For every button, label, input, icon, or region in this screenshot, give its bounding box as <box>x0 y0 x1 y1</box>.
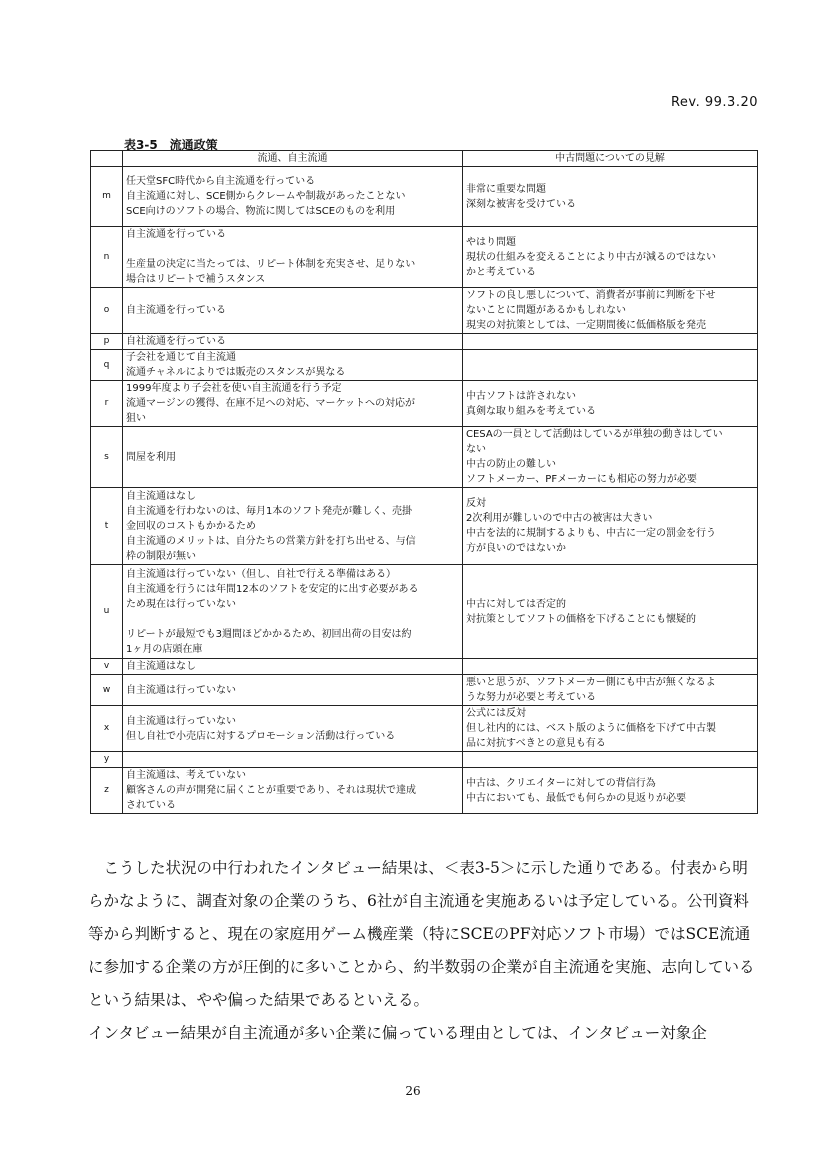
cell-line: 自主流通は行っていない <box>126 684 236 696</box>
table-row <box>91 565 758 659</box>
cell-line: 自主流通は行っていない <box>126 715 236 727</box>
row-id: x <box>91 706 123 752</box>
page-number: 26 <box>405 1084 421 1098</box>
cell-line: 中古においても、最低でも何らかの見返りが必要 <box>466 792 686 804</box>
cell-line: 自主流通のメリットは、自分たちの営業方針を打ち出せる、与信 <box>126 535 416 547</box>
table-row <box>91 381 758 427</box>
table-row <box>91 752 758 768</box>
cell-line: 自主流通を行っている <box>126 305 226 316</box>
cell-line: 但し自社で小売店に対するプロモーション活動は行っている <box>126 730 396 742</box>
cell-line: ため現在は行っていない <box>126 598 236 610</box>
cell-line: 自主流通を行うには年間12本のソフトを安定的に出す必要がある <box>126 583 419 595</box>
distribution-cell <box>123 752 463 768</box>
table-body <box>91 167 758 814</box>
cell-line: 中古は、クリエイターに対しての背信行為 <box>466 777 656 789</box>
table-row <box>91 288 758 334</box>
distribution-cell <box>123 565 463 659</box>
cell-line: 枠の制限が無い <box>126 550 196 562</box>
table-row <box>91 427 758 488</box>
cell-line: ソフトの良し悪しについて、消費者が事前に判断を下せ <box>466 290 716 301</box>
distribution-cell <box>123 227 463 288</box>
used-game-view-cell <box>463 488 758 565</box>
cell-line: 非常に重要な問題 <box>466 183 546 195</box>
table-row <box>91 227 758 288</box>
table-row <box>91 488 758 565</box>
cell-line: 自主流通を行っている <box>126 229 226 240</box>
table-caption: 表3-5 流通政策 <box>124 138 218 152</box>
table-row <box>91 706 758 752</box>
used-game-view-cell <box>463 167 758 227</box>
cell-line: 場合はリピートで補うスタンス <box>126 274 266 285</box>
cell-line: されている <box>126 800 176 811</box>
used-game-view-cell <box>463 381 758 427</box>
cell-line: 自主流通を行わないのは、毎月1本のソフト発売が難しく、売掛 <box>126 505 412 517</box>
row-id: o <box>91 288 123 334</box>
row-id: w <box>91 675 123 706</box>
row-id: v <box>91 659 123 675</box>
cell-line: 中古ソフトは許されない <box>466 390 576 402</box>
distribution-cell <box>123 768 463 814</box>
table-row <box>91 768 758 814</box>
used-game-view-cell <box>463 675 758 706</box>
cell-line: 流通チャネルによりでは販売のスタンスが異なる <box>126 367 346 378</box>
cell-line: 深刻な被害を受けている <box>466 198 576 210</box>
used-game-view-cell <box>463 334 758 350</box>
used-game-view-cell <box>463 768 758 814</box>
cell-line: 顧客さんの声が開発に届くことが重要であり、それは現状で達成 <box>126 785 416 796</box>
row-id: t <box>91 488 123 565</box>
cell-line: 自主流通に対し、SCE側からクレームや制裁があったことない <box>126 191 406 202</box>
cell-line: 2次利用が難しいので中古の被害は大きい <box>466 513 653 524</box>
used-game-view-cell <box>463 752 758 768</box>
row-id: y <box>91 752 123 768</box>
cell-line: 自主流通は行っていない（但し、自社で行える準備はある） <box>126 568 396 580</box>
table-row <box>91 167 758 227</box>
cell-line: 生産量の決定に当たっては、リピート体制を充実させ、足りない <box>126 259 416 270</box>
used-game-view-cell <box>463 565 758 659</box>
cell-line: やはり問題 <box>466 236 516 248</box>
cell-line: 自社流通を行っている <box>126 336 226 347</box>
distribution-cell <box>123 288 463 334</box>
cell-line: 1ヶ月の店頭在庫 <box>126 643 203 655</box>
cell-line: 狙い <box>126 413 146 424</box>
table-row <box>91 675 758 706</box>
used-game-view-cell <box>463 288 758 334</box>
distribution-cell <box>123 334 463 350</box>
cell-line: 対抗策としてソフトの価格を下げることにも懐疑的 <box>466 613 696 625</box>
used-game-view-cell <box>463 350 758 381</box>
cell-line: かと考えている <box>466 266 536 278</box>
cell-line: ソフトメーカー、PFメーカーにも相応の努力が必要 <box>466 474 697 485</box>
cell-line: 悪いと思うが、ソフトメーカー側にも中古が無くなるよ <box>466 677 716 688</box>
cell-line: 金回収のコストもかかるため <box>126 520 256 532</box>
distribution-cell <box>123 675 463 706</box>
cell-line: ないことに問題があるかもしれない <box>466 305 626 316</box>
header-used-game-view: 中古問題についての見解 <box>463 151 758 167</box>
cell-line: 方が良いのではないか <box>466 543 566 554</box>
cell-line: 品に対抗すべきとの意見も有る <box>466 738 606 749</box>
row-id: p <box>91 334 123 350</box>
cell-line: 問屋を利用 <box>126 451 176 463</box>
distribution-cell <box>123 167 463 227</box>
row-id: q <box>91 350 123 381</box>
cell-line: 中古の防止の難しい <box>466 459 556 470</box>
body-paragraph-1: こうした状況の中行われたインタビュー結果は、＜表3-5＞に示した通りである。付表から明らかなように、調査対象の企業のうち、6社が自主流通を実施あるいは予定している。公刊資料等から判断すると、現在の家庭用ゲーム機産業（特にSCEのPF対応ソフト市場）ではSCE流通に参加する企業の方が圧倒的に多いことから、約半数弱の企業が自主流通を実施、志向しているという結果は、やや偏った結果であるといえる。 <box>88 859 755 1009</box>
table-row <box>91 350 758 381</box>
cell-line: 現実の対抗策としては、一定期間後に低価格版を発売 <box>466 320 706 331</box>
cell-line: 子会社を通じて自主流通 <box>126 352 236 363</box>
cell-line: 但し社内的には、ベスト版のように価格を下げて中古製 <box>466 723 716 734</box>
cell-line: 公式には反対 <box>466 708 526 719</box>
cell-line: 自主流通はなし <box>126 661 196 672</box>
header-distribution: 流通、自主流通 <box>123 151 463 167</box>
body-text <box>88 852 760 1050</box>
cell-line: CESAの一員として活動はしているが単独の動きはしてい <box>466 429 723 440</box>
used-game-view-cell <box>463 706 758 752</box>
cell-line: 反対 <box>466 498 486 509</box>
row-id: n <box>91 227 123 288</box>
cell-line <box>126 242 459 257</box>
distribution-cell <box>123 488 463 565</box>
cell-line: リピートが最短でも3週間ほどかかるため、初回出荷の目安は約 <box>126 628 412 640</box>
distribution-policy-table <box>90 150 758 814</box>
used-game-view-cell <box>463 227 758 288</box>
distribution-cell <box>123 427 463 488</box>
body-paragraph-2: インタビュー結果が自主流通が多い企業に偏っている理由としては、インタビュー対象企 <box>88 1024 707 1042</box>
cell-line <box>126 612 459 627</box>
cell-line: うな努力が必要と考えている <box>466 692 596 703</box>
row-id: m <box>91 167 123 227</box>
cell-line: 1999年度より子会社を使い自主流通を行う予定 <box>126 383 342 394</box>
cell-line: SCE向けのソフトの場合、物流に関してはSCEのものを利用 <box>126 206 396 217</box>
cell-line: 任天堂SFC時代から自主流通を行っている <box>126 176 316 187</box>
distribution-cell <box>123 350 463 381</box>
cell-line: 中古に対しては否定的 <box>466 598 566 610</box>
row-id: z <box>91 768 123 814</box>
cell-line: ない <box>466 444 486 455</box>
table-header-row <box>91 151 758 167</box>
distribution-cell <box>123 659 463 675</box>
revision-label: Rev. 99.3.20 <box>670 95 758 110</box>
used-game-view-cell <box>463 427 758 488</box>
row-id: r <box>91 381 123 427</box>
cell-line: 現状の仕組みを変えることにより中古が減るのではない <box>466 251 716 263</box>
cell-line: 流通マージンの獲得、在庫不足への対応、マーケットへの対応が <box>126 398 416 409</box>
row-id: u <box>91 565 123 659</box>
distribution-cell <box>123 706 463 752</box>
table-row <box>91 334 758 350</box>
cell-line: 自主流通は、考えていない <box>126 770 246 781</box>
cell-line: 真剣な取り組みを考えている <box>466 405 596 417</box>
row-id: s <box>91 427 123 488</box>
cell-line: 自主流通はなし <box>126 490 196 502</box>
header-id <box>91 151 123 167</box>
table-row <box>91 659 758 675</box>
cell-line: 中古を法的に規制するよりも、中古に一定の罰金を行う <box>466 528 716 539</box>
used-game-view-cell <box>463 659 758 675</box>
distribution-cell <box>123 381 463 427</box>
